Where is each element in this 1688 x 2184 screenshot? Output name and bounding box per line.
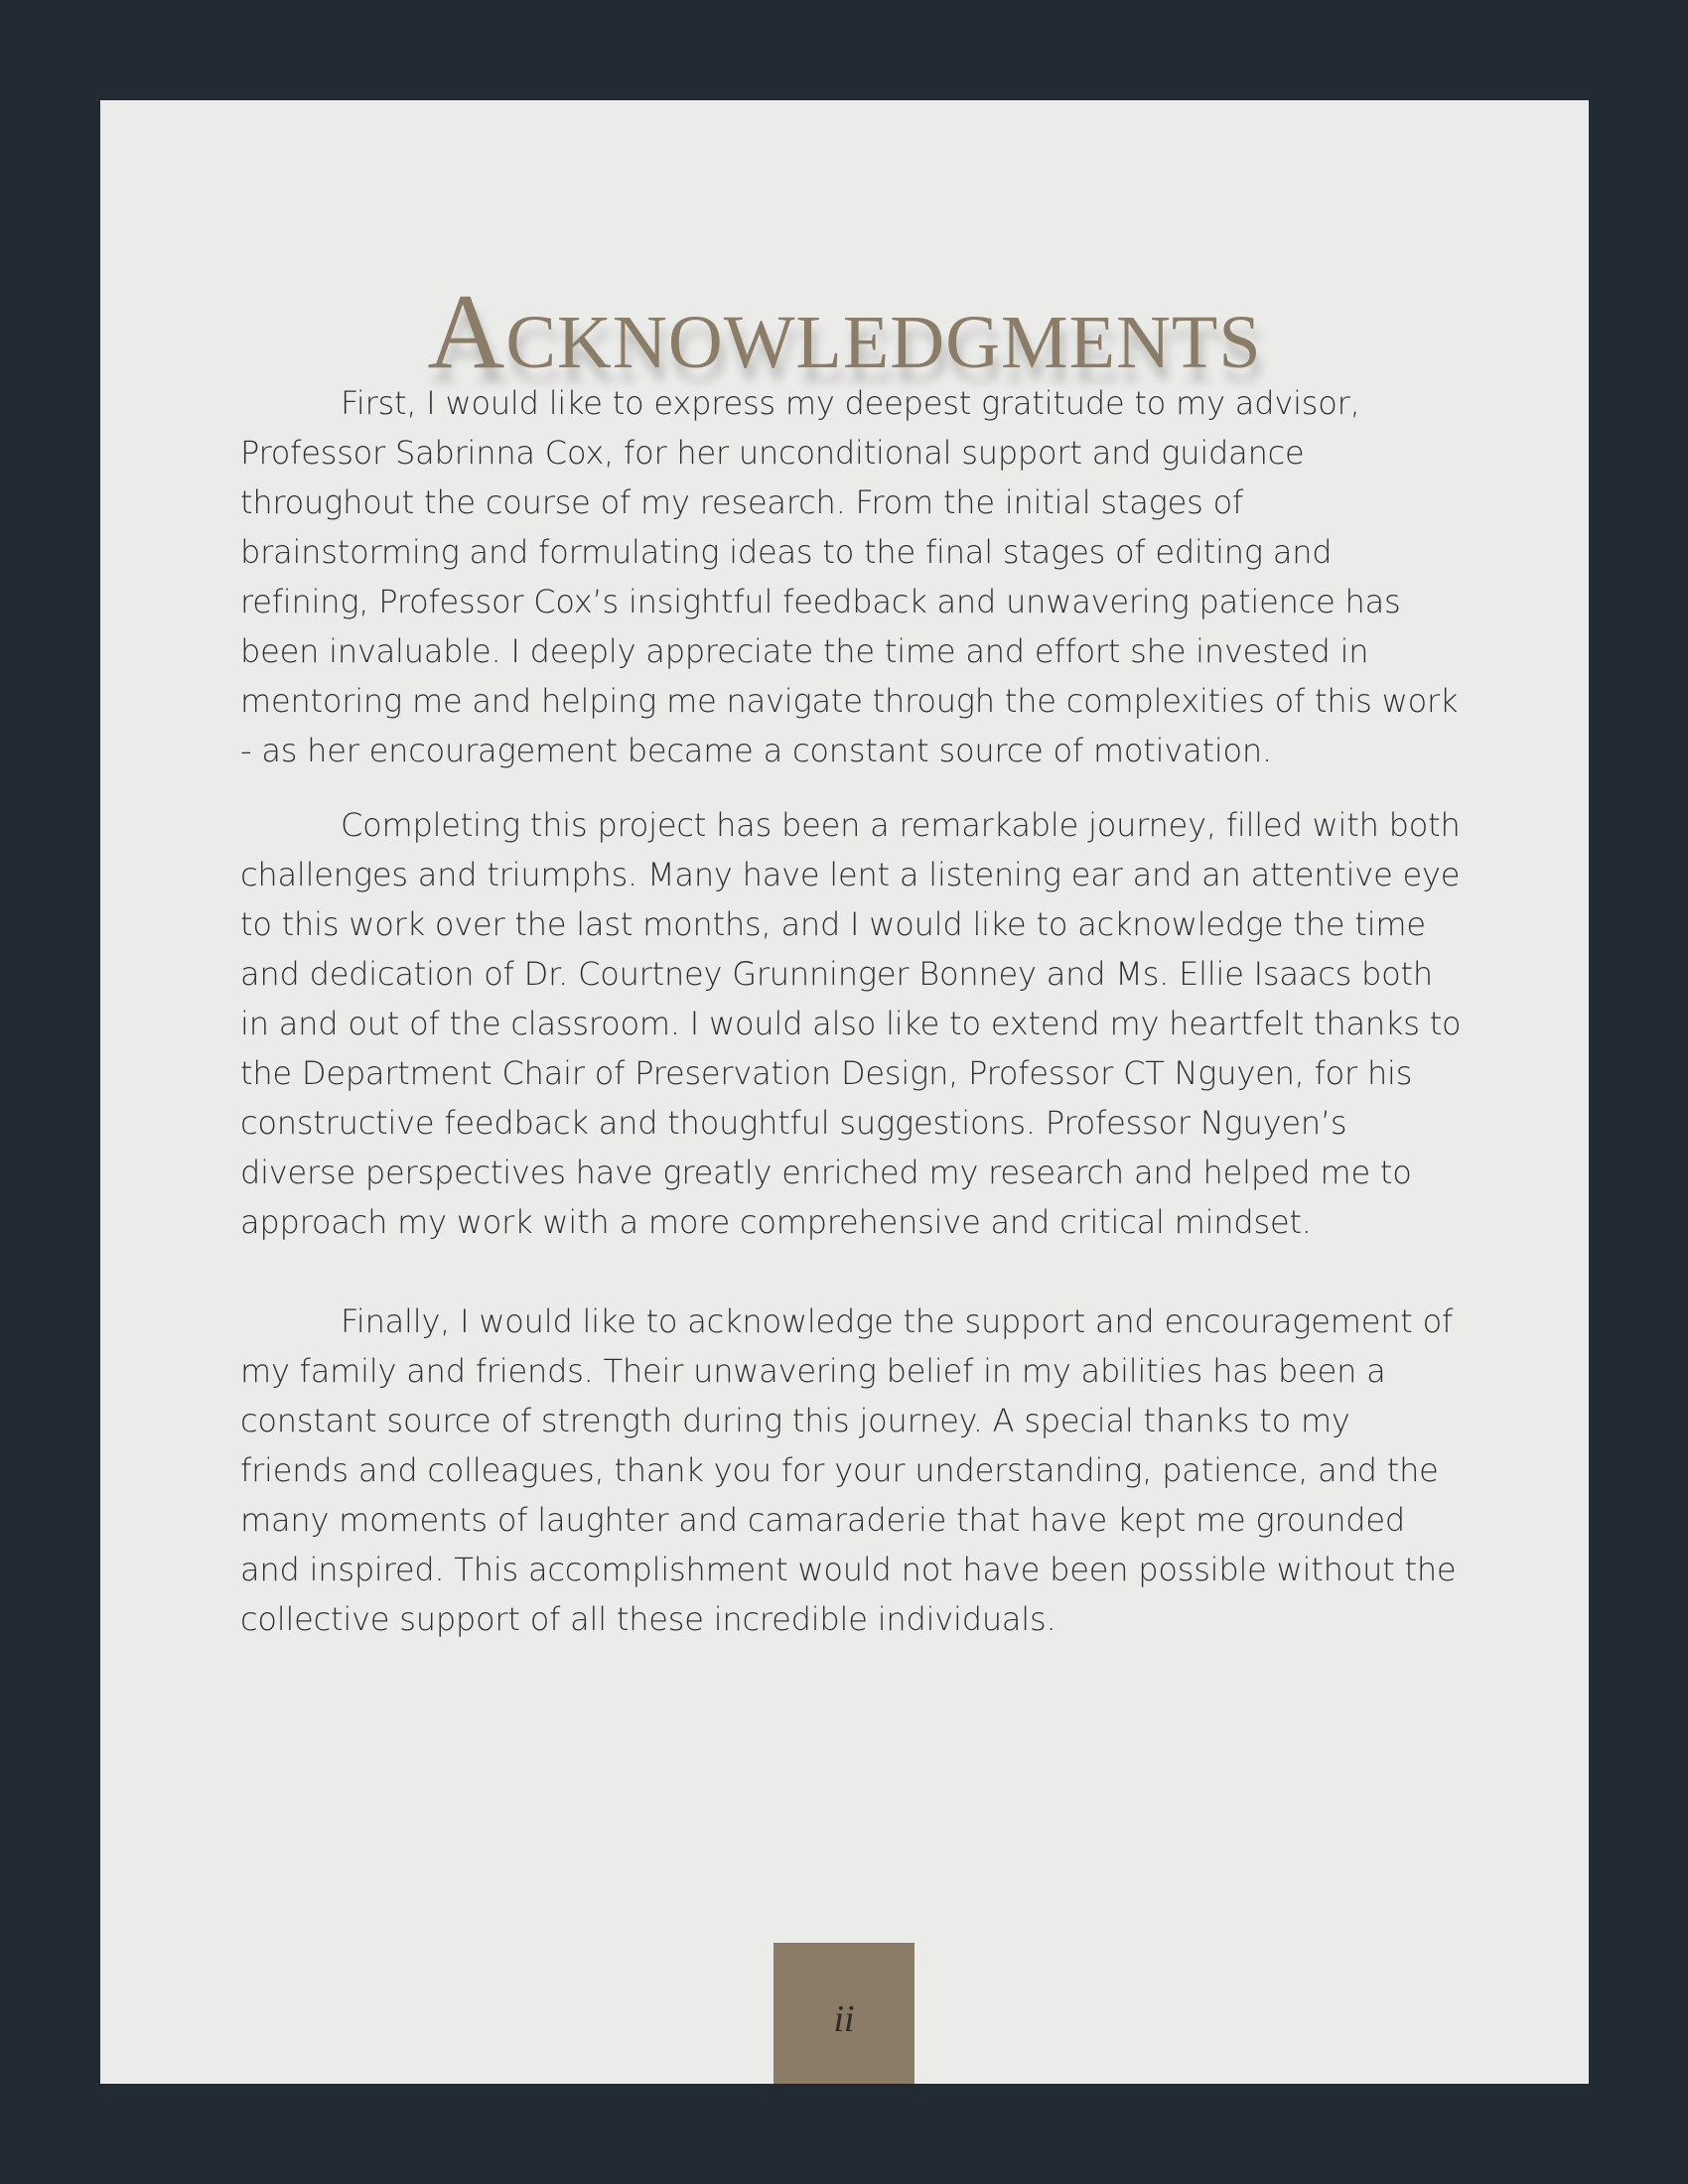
page-number: ii <box>833 1998 855 2040</box>
page-title: Acknowledgments <box>427 273 1262 391</box>
document-page <box>100 100 1589 2084</box>
body-text <box>240 378 1462 1644</box>
paragraph-faculty: Completing this project has been a remarkable journey, filled with both challenges and triumphs. Many have lent a listening ear and an attentive eye to this work over the last months, and I would like to acknowledge the time and dedication of Dr. Courtney Grunninger Bonney and Ms. Ellie Isaacs both in and out of the classroom. I would also like to extend my heartfelt thanks to the Department Chair of Preservation Design, Professor CT Nguyen, for his constructive feedback and thoughtful suggestions. Professor Nguyen’s diverse perspectives have greatly enriched my research and helped me to approach my work with a more comprehensive and critical mindset. <box>240 806 1462 1241</box>
page-number-tab <box>774 1943 914 2084</box>
paragraph-advisor: First, I would like to express my deepest gratitude to my advisor, Professor Sabrinna Cox, for her unconditional support and guidance throughout the course of my research. From the initial stages of brainstorming and formulating ideas to the final stages of editing and refining, Professor Cox’s insightful feedback and unwavering patience has been invaluable. I deeply appreciate the time and effort she invested in mentoring me and helping me navigate through the complexities of this work - as her encouragement became a constant source of motivation. <box>240 384 1459 769</box>
paragraph-family: Finally, I would like to acknowledge the support and encouragement of my family and friends. Their unwavering belief in my abilities has been a constant source of strength during this journey. A special thanks to my friends and colleagues, thank you for your understanding, patience, and the many moments of laughter and camaraderie that have kept me grounded and inspired. This accomplishment would not have been possible without the collective support of all these incredible individuals. <box>240 1302 1457 1638</box>
